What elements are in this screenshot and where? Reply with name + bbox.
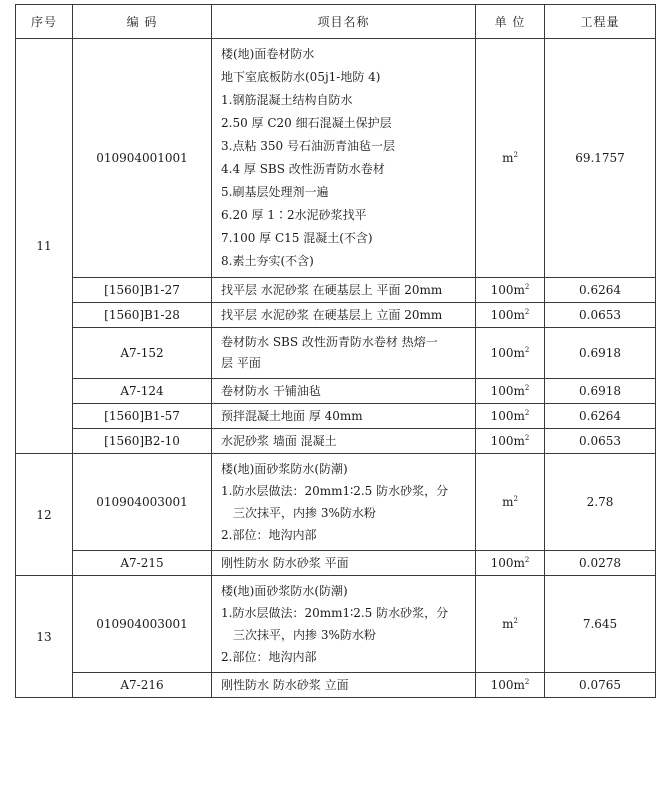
unit-exponent: 2 [524,346,530,354]
name-line: 卷材防水 干铺油毡 [221,384,321,398]
unit-base: 100m [490,434,525,448]
qty-cell: 0.6918 [545,328,656,379]
code-cell: 010904003001 [73,576,212,673]
name-line: 层 平面 [221,356,261,370]
name-line: 找平层 水泥砂浆 在硬基层上 平面 20mm [221,283,443,297]
table-row [16,404,656,429]
name-cell [212,673,476,698]
qty-cell: 69.1757 [545,39,656,278]
seq-cell: 12 [16,454,73,576]
unit-cell [476,379,545,404]
unit-base: 100m [490,346,525,360]
unit-cell [476,429,545,454]
header-seq: 序号 [16,5,73,39]
table-row [16,278,656,303]
seq-cell: 13 [16,576,73,698]
name-cell [212,404,476,429]
unit-base: 100m [490,308,525,322]
header-code: 编 码 [73,5,212,39]
unit-cell [476,551,545,576]
name-line: 2.部位：地沟内部 [221,528,317,542]
unit-cell [476,576,545,673]
table-row [16,303,656,328]
name-line: 三次抹平，内掺 3%防水粉 [233,506,376,520]
seq-cell: 11 [16,39,73,454]
unit-cell [476,39,545,278]
unit-exponent: 2 [513,617,518,625]
code-cell: A7-152 [73,328,212,379]
name-line: 7.100 厚 C15 混凝土(不含) [221,231,373,245]
table-row [16,673,656,698]
code-cell: A7-215 [73,551,212,576]
unit-exponent: 2 [513,151,518,159]
table-row [16,454,656,551]
unit-cell [476,673,545,698]
name-line: 三次抹平，内掺 3%防水粉 [233,628,376,642]
header-row [16,5,656,39]
name-line: 1.防水层做法：20mm1∶2.5 防水砂浆，分 [221,484,449,498]
table-row [16,429,656,454]
qty-cell: 0.6264 [545,278,656,303]
name-line: 地下室底板防水(05j1-地防 4) [221,70,381,84]
table-row [16,328,656,379]
name-line: 2.部位：地沟内部 [221,650,317,664]
code-cell: A7-124 [73,379,212,404]
code-cell: 010904001001 [73,39,212,278]
header-qty: 工程量 [545,5,656,39]
qty-cell: 0.0653 [545,429,656,454]
unit-base: m [502,151,514,165]
name-cell [212,379,476,404]
unit-exponent: 2 [513,495,518,503]
name-cell [212,39,476,278]
code-cell: [1560]B1-28 [73,303,212,328]
table-row [16,551,656,576]
name-cell [212,429,476,454]
name-line: 卷材防水 SBS 改性沥青防水卷材 热熔一 [221,335,438,349]
unit-base: m [502,617,514,631]
name-line: 楼(地)面砂浆防水(防潮) [221,462,348,476]
name-line: 1.防水层做法：20mm1∶2.5 防水砂浆，分 [221,606,449,620]
unit-cell [476,328,545,379]
name-cell [212,278,476,303]
qty-cell: 0.0278 [545,551,656,576]
unit-cell [476,404,545,429]
name-cell [212,551,476,576]
unit-exponent: 2 [524,384,530,392]
code-cell: A7-216 [73,673,212,698]
unit-exponent: 2 [524,556,530,564]
unit-exponent: 2 [524,308,530,316]
name-cell [212,576,476,673]
unit-base: m [502,495,514,509]
qty-cell: 0.0653 [545,303,656,328]
unit-cell [476,303,545,328]
name-line: 刚性防水 防水砂浆 立面 [221,678,349,692]
qty-cell: 0.6264 [545,404,656,429]
unit-exponent: 2 [524,409,530,417]
code-cell: 010904003001 [73,454,212,551]
name-line: 8.素土夯实(不含) [221,254,314,268]
unit-exponent: 2 [524,434,530,442]
unit-cell [476,278,545,303]
name-cell [212,454,476,551]
name-line: 3.点粘 350 号石油沥青油毡一层 [221,139,395,153]
qty-cell: 0.6918 [545,379,656,404]
name-line: 楼(地)面卷材防水 [221,47,315,61]
name-line: 找平层 水泥砂浆 在硬基层上 立面 20mm [221,308,443,322]
header-unit: 单 位 [476,5,545,39]
unit-base: 100m [490,409,525,423]
qty-cell: 7.645 [545,576,656,673]
table-row [16,576,656,673]
unit-cell [476,454,545,551]
code-cell: [1560]B1-27 [73,278,212,303]
unit-base: 100m [490,384,525,398]
name-line: 水泥砂浆 墙面 混凝土 [221,434,337,448]
quantity-table [15,4,656,698]
unit-exponent: 2 [524,283,530,291]
name-cell [212,303,476,328]
name-line: 5.刷基层处理剂一遍 [221,185,329,199]
name-line: 2.50 厚 C20 细石混凝土保护层 [221,116,392,130]
unit-exponent: 2 [524,678,530,686]
header-name: 项目名称 [212,5,476,39]
table-row [16,39,656,278]
name-line: 预拌混凝土地面 厚 40mm [221,409,363,423]
code-cell: [1560]B2-10 [73,429,212,454]
name-cell [212,328,476,379]
unit-base: 100m [490,678,525,692]
name-line: 楼(地)面砂浆防水(防潮) [221,584,348,598]
name-line: 6.20 厚 1∶2水泥砂浆找平 [221,208,367,222]
name-line: 刚性防水 防水砂浆 平面 [221,556,349,570]
code-cell: [1560]B1-57 [73,404,212,429]
qty-cell: 2.78 [545,454,656,551]
table-row [16,379,656,404]
name-line: 4.4 厚 SBS 改性沥青防水卷材 [221,162,385,176]
name-line: 1.钢筋混凝土结构自防水 [221,93,353,107]
qty-cell: 0.0765 [545,673,656,698]
unit-base: 100m [490,283,525,297]
unit-base: 100m [490,556,525,570]
